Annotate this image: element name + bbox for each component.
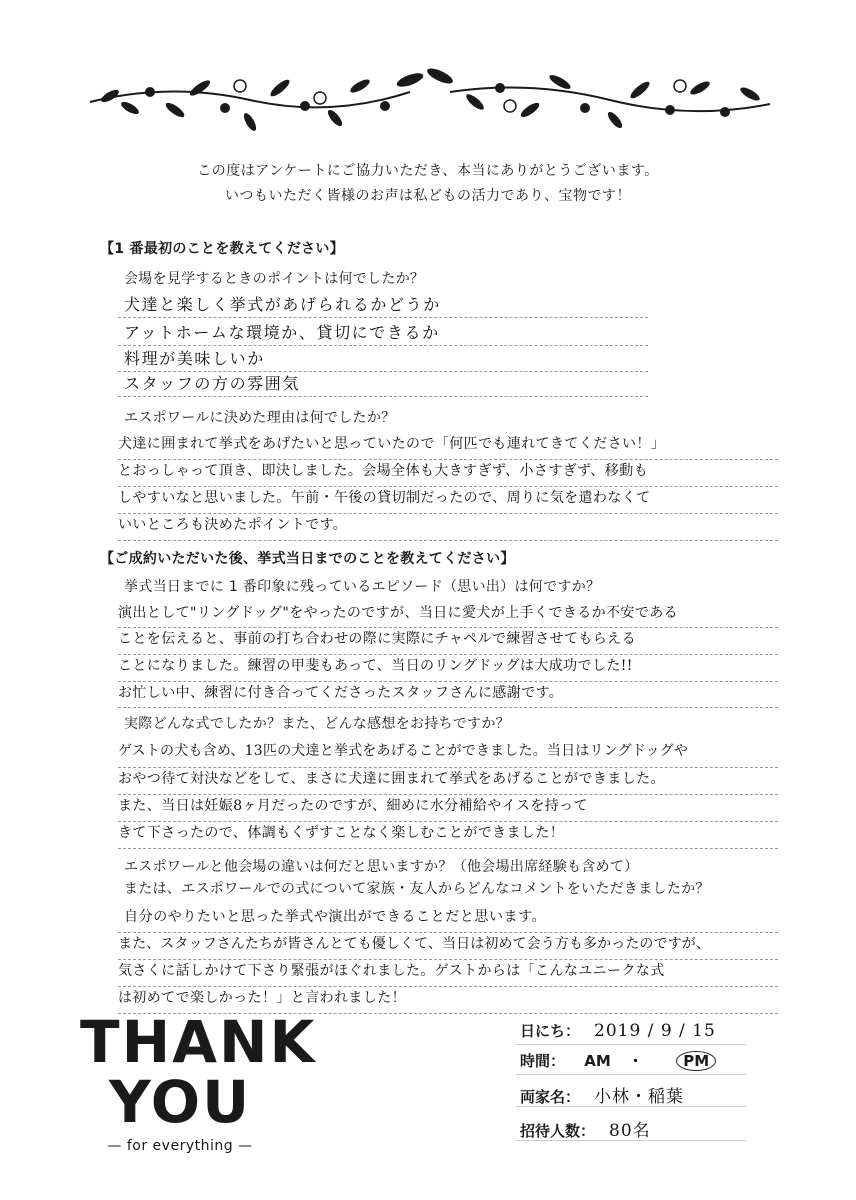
thank-you-logo [80,1008,317,1154]
answer-line: は初めてで楽しかった！」と言われました！ [118,990,406,1006]
section2-q3-question-sub: または、エスポワールでの式について家族・友人からどんなコメントをいただきましたか？ [124,881,710,897]
answer-line: 自分のやりたいと思った挙式や演出ができることだと思います。 [124,909,547,925]
time-row [520,1050,716,1071]
section1-q2-question: エスポワールに決めた理由は何でしたか？ [124,410,396,426]
rule-line [118,317,648,318]
answer-line: いいところも決めたポイントです。 [118,517,348,533]
answer-line: ことになりました。練習の甲斐もあって、当日のリングドッグは大成功でした!! [118,658,633,674]
answer-line: ゲストの犬も含め、13匹の犬達と挙式をあげることができました。当日はリングドッグや [118,743,689,759]
guests-row [520,1116,651,1141]
answer-line: きて下さったので、体調もくずすことなく楽しむことができました！ [118,825,565,841]
answer-line: しやすいなと思いました。午前・午後の貸切制だったので、周りに気を遣わなくて [118,490,651,506]
rule-line [118,540,778,541]
guests-value: 80名 [609,1121,651,1141]
answer-line: また、当日は妊娠8ヶ月だったのですが、細めに水分補給やイスを持って [118,798,588,814]
answer-line: アットホームな環境か、貸切にできるか [124,323,440,342]
intro-line-1: この度はアンケートにご協力いただき、本当にありがとうございます。 [197,163,659,179]
answer-line: 料理が美味しいか [124,349,265,368]
rule-line [516,1044,746,1045]
section2-q1-question: 挙式当日までに 1 番印象に残っているエピソード（思い出）は何ですか？ [124,579,601,595]
section2-heading: 【ご成約いただいた後、挙式当日までのことを教えてください】 [100,551,515,567]
section2-q2-question: 実際どんな式でしたか？また、どんな感想をお持ちですか？ [124,716,510,732]
you-word: YOU [108,1068,252,1136]
answer-line: とおっしゃって頂き、即決しました。会場全体も大きすぎず、小さすぎず、移動も [118,463,648,479]
date-value: 2019 / 9 / 15 [594,1021,716,1041]
rule-line [118,848,778,849]
date-label: 日にち： [520,1022,581,1040]
separator-dot: ・ [628,1052,644,1070]
section1-q1-question: 会場を見学するときのポイントは何でしたか？ [124,271,425,287]
thank-word: THANK [80,1008,317,1076]
date-row [520,1020,716,1041]
answer-line: 犬達に囲まれて挙式をあげたいと思っていたので「何匹でも連れてきてください！」 [118,436,666,452]
family-row [520,1082,684,1107]
rule-line [516,1106,746,1107]
rule-line [118,707,778,708]
family-label: 両家名： [520,1088,581,1106]
answer-line: お忙しい中、練習に付き合ってくださったスタッフさんに感謝です。 [118,685,564,701]
section2-q3-question: エスポワールと他会場の違いは何だと思いますか？（他会場出席経験も含めて） [124,859,639,875]
answer-line: スタッフの方の雰囲気 [124,374,301,393]
section1-heading: 【1 番最初のことを教えてください】 [100,241,345,257]
answer-line: ことを伝えると、事前の打ち合わせの際に実際にチャペルで練習させてもらえる [118,631,636,647]
guests-label: 招待人数： [520,1122,596,1140]
answer-line: おやつ待て対決などをして、まさに犬達に囲まれて挙式をあげることができました。 [118,771,665,787]
answer-line: 演出として"リングドッグ"をやったのですが、当日に愛犬が上手くできるか不安である [118,605,679,621]
family-value: 小林・稲葉 [594,1087,685,1107]
time-label: 時間： [520,1052,566,1070]
floral-garland-illustration [80,62,780,142]
answer-line: また、スタッフさんたちが皆さんとても優しくて、当日は初めて会う方も多かったのですが、 [118,936,710,952]
answer-line: 犬達と楽しく挙式があげられるかどうか [124,295,441,314]
rule-line [118,396,648,397]
am-option: AM [584,1052,611,1070]
rule-line [516,1140,746,1141]
answer-line: 気さくに話しかけて下さり緊張がほぐれました。ゲストからは「こんなユニークな式 [118,963,665,979]
intro-line-2: いつもいただく皆様のお声は私どもの活力であり、宝物です！ [225,188,631,204]
pm-option-selected: PM [676,1051,716,1071]
tagline: — for everything — [107,1138,253,1154]
rule-line [516,1074,746,1075]
